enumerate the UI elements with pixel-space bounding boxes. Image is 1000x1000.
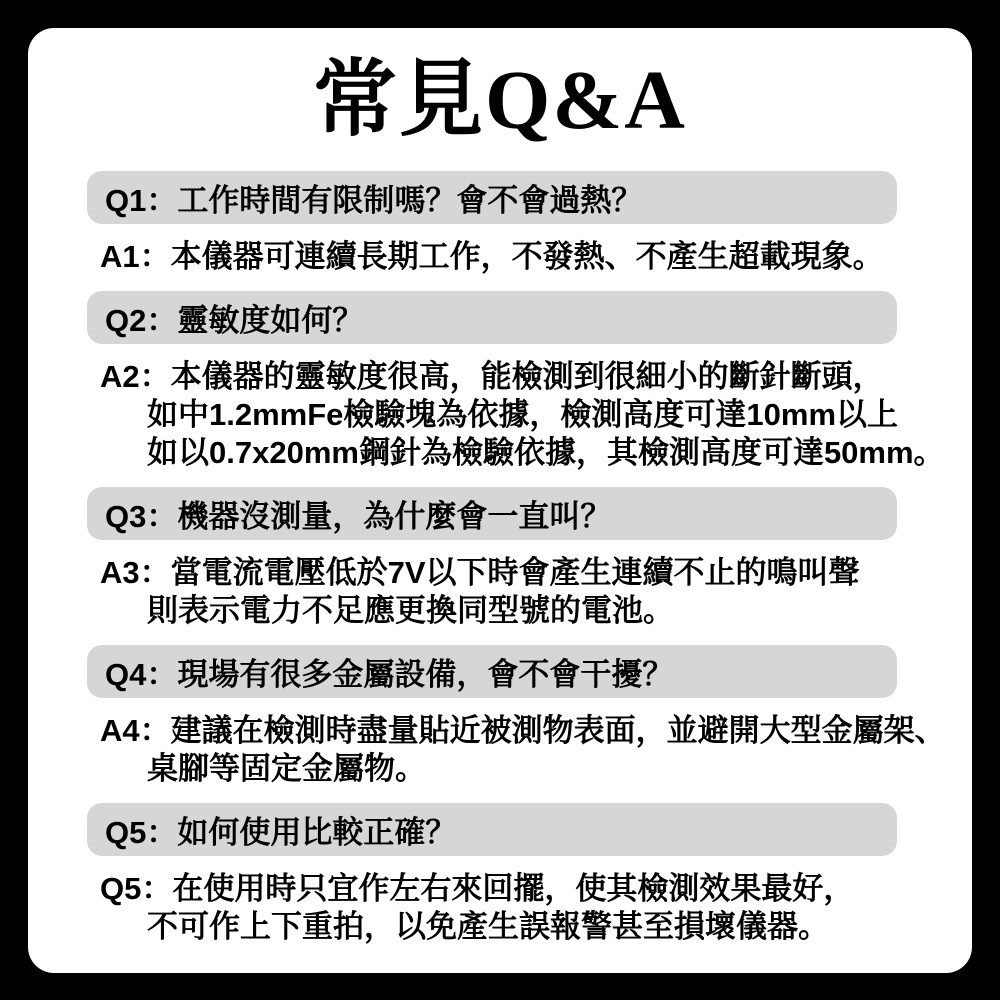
answer-label: A2： (100, 359, 171, 395)
qa-item-4 (87, 645, 946, 788)
qa-item-2 (87, 291, 945, 472)
answer-text: 本儀器的靈敏度很高，能檢測到很細小的斷針斷頭， (170, 359, 884, 395)
qa-item-5 (87, 803, 897, 946)
question-box (87, 487, 897, 540)
answer-line: 則表示電力不足應更換同型號的電池。 (147, 593, 674, 629)
answer-text: 當電流電壓低於7V以下時會產生連續不止的鳴叫聲 (170, 555, 860, 591)
question-text: 機器沒測量，為什麼會一直叫？ (177, 499, 612, 535)
question-text: 工作時間有限制嗎？會不會過熱？ (177, 183, 643, 219)
question-box (87, 803, 897, 856)
answer-text: 本儀器可連續長期工作，不發熱、不產生超載現象。 (170, 239, 884, 275)
question-label: Q3： (105, 499, 178, 535)
content-panel (28, 28, 972, 973)
question-text: 如何使用比較正確？ (177, 815, 457, 851)
answer-block (87, 870, 897, 946)
question-label: Q2： (105, 303, 178, 339)
answer-block (87, 238, 897, 276)
qa-item-3 (87, 487, 897, 630)
answer-label: A3： (100, 555, 171, 591)
answer-line: 桌腳等固定金屬物。 (147, 751, 426, 787)
question-text: 靈敏度如何？ (177, 303, 364, 339)
answer-block (87, 358, 945, 472)
page-title: 常見Q&A (313, 54, 687, 147)
answer-line (100, 554, 897, 592)
answer-label: A4： (100, 713, 171, 749)
question-label: Q4： (105, 657, 178, 693)
question-label: Q1： (105, 183, 178, 219)
answer-line (100, 238, 897, 276)
answer-line (100, 358, 897, 396)
question-text: 現場有很多金屬設備，會不會干擾？ (177, 657, 674, 693)
answer-label: Q5： (100, 871, 173, 907)
answer-line (100, 712, 946, 750)
qa-list (87, 171, 946, 946)
qa-item-1 (87, 171, 897, 276)
question-label: Q5： (105, 815, 178, 851)
answer-line: 不可作上下重拍，以免產生誤報警甚至損壞儀器。 (147, 909, 829, 945)
answer-block (87, 554, 897, 630)
question-box (87, 171, 897, 224)
answer-line (100, 870, 897, 908)
answer-text: 建議在檢測時盡量貼近被測物表面，並避開大型金屬架、 (170, 713, 946, 749)
answer-line: 如中1.2mmFe檢驗塊為依據，檢測高度可達10mm以上 (147, 397, 899, 433)
answer-label: A1： (100, 239, 171, 275)
answer-line: 如以0.7x20mm鋼針為檢驗依據，其檢測高度可達50mm。 (147, 435, 945, 471)
answer-block (87, 712, 946, 788)
question-box (87, 645, 897, 698)
question-box (87, 291, 897, 344)
answer-text: 在使用時只宜作左右來回擺，使其檢測效果最好， (172, 871, 855, 907)
